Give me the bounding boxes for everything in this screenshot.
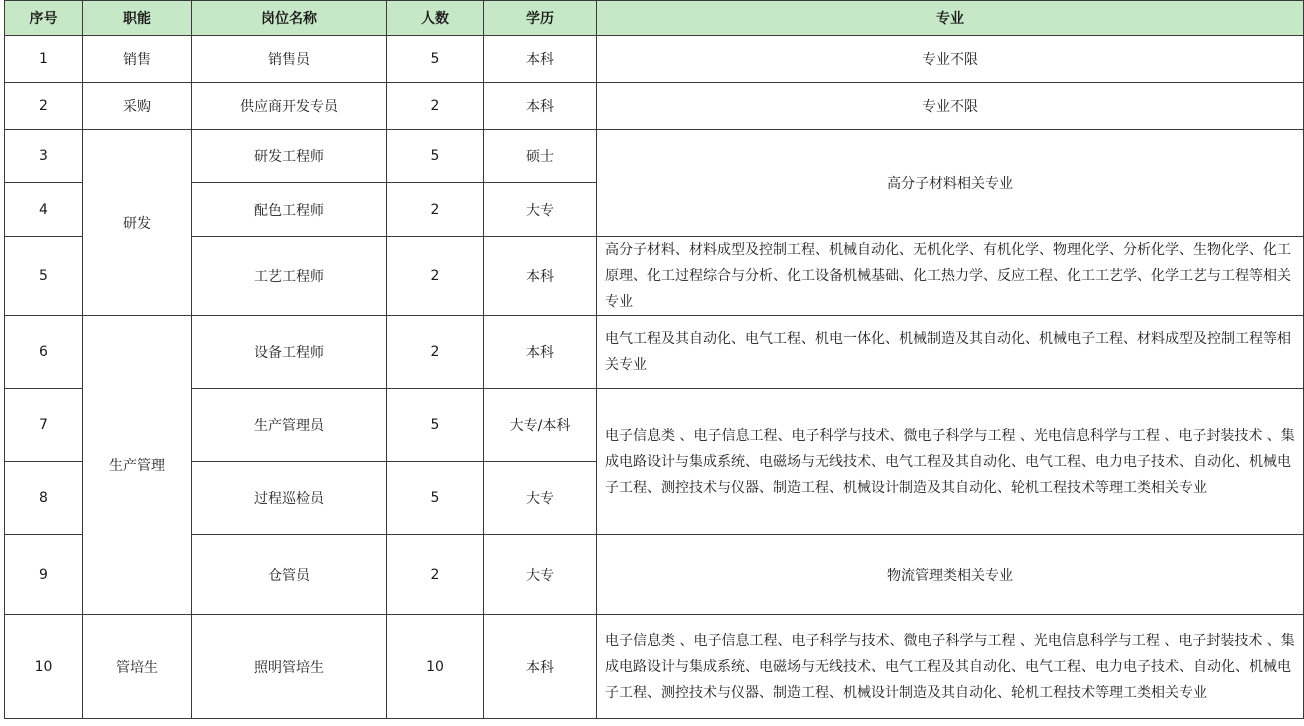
table-row xyxy=(5,535,1304,615)
table-row xyxy=(5,130,1304,183)
cell-count: 2 xyxy=(387,183,484,237)
cell-count: 2 xyxy=(387,237,484,316)
cell-major: 电气工程及其自动化、电气工程、机电一体化、机械制造及其自动化、机械电子工程、材料成型及控制工程等相关专业 xyxy=(597,316,1304,389)
cell-position: 照明管培生 xyxy=(192,615,387,719)
cell-count: 5 xyxy=(387,462,484,535)
header-seq: 序号 xyxy=(5,1,83,36)
cell-seq: 2 xyxy=(5,83,83,130)
cell-function: 销售 xyxy=(83,36,192,83)
cell-major: 高分子材料相关专业 xyxy=(597,130,1304,237)
cell-education: 大专 xyxy=(484,462,597,535)
cell-major: 专业不限 xyxy=(597,83,1304,130)
cell-major: 电子信息类 、电子信息工程、电子科学与技术、微电子科学与工程 、光电信息科学与工程 、电子封装技术 、集成电路设计与集成系统、电磁场与无线技术、电气工程及其自动化、电气工程、电力电子技术、自动化、机械电子工程、测控技术与仪器、制造工程、机械设计制造及其自动化、轮机工程技术等理工类相关专业 xyxy=(597,615,1304,719)
cell-education: 本科 xyxy=(484,237,597,316)
cell-count: 2 xyxy=(387,535,484,615)
cell-education: 本科 xyxy=(484,615,597,719)
header-major: 专业 xyxy=(597,1,1304,36)
cell-education: 大专 xyxy=(484,183,597,237)
cell-count: 2 xyxy=(387,83,484,130)
cell-count: 5 xyxy=(387,130,484,183)
cell-function: 采购 xyxy=(83,83,192,130)
cell-count: 10 xyxy=(387,615,484,719)
cell-position: 销售员 xyxy=(192,36,387,83)
cell-count: 5 xyxy=(387,389,484,462)
cell-seq: 5 xyxy=(5,237,83,316)
cell-position: 供应商开发专员 xyxy=(192,83,387,130)
cell-function: 研发 xyxy=(83,130,192,316)
cell-major: 专业不限 xyxy=(597,36,1304,83)
cell-seq: 4 xyxy=(5,183,83,237)
cell-education: 本科 xyxy=(484,83,597,130)
cell-major: 电子信息类 、电子信息工程、电子科学与技术、微电子科学与工程 、光电信息科学与工程 、电子封装技术 、集成电路设计与集成系统、电磁场与无线技术、电气工程及其自动化、电气工程、电力电子技术、自动化、机械电子工程、测控技术与仪器、制造工程、机械设计制造及其自动化、轮机工程技术等理工类相关专业 xyxy=(597,389,1304,535)
cell-education: 大专/本科 xyxy=(484,389,597,462)
cell-position: 过程巡检员 xyxy=(192,462,387,535)
cell-position: 仓管员 xyxy=(192,535,387,615)
recruitment-table xyxy=(4,0,1304,719)
cell-education: 大专 xyxy=(484,535,597,615)
cell-seq: 9 xyxy=(5,535,83,615)
cell-count: 2 xyxy=(387,316,484,389)
cell-seq: 1 xyxy=(5,36,83,83)
cell-seq: 8 xyxy=(5,462,83,535)
table-row xyxy=(5,316,1304,389)
header-position: 岗位名称 xyxy=(192,1,387,36)
cell-education: 硕士 xyxy=(484,130,597,183)
header-count: 人数 xyxy=(387,1,484,36)
cell-function: 生产管理 xyxy=(83,316,192,615)
table-row xyxy=(5,615,1304,719)
cell-position: 工艺工程师 xyxy=(192,237,387,316)
cell-major: 物流管理类相关专业 xyxy=(597,535,1304,615)
cell-major: 高分子材料、材料成型及控制工程、机械自动化、无机化学、有机化学、物理化学、分析化学、生物化学、化工原理、化工过程综合与分析、化工设备机械基础、化工热力学、反应工程、化工工艺学、化学工艺与工程等相关专业 xyxy=(597,237,1304,316)
cell-function: 管培生 xyxy=(83,615,192,719)
header-row xyxy=(5,1,1304,36)
cell-seq: 10 xyxy=(5,615,83,719)
cell-seq: 7 xyxy=(5,389,83,462)
header-function: 职能 xyxy=(83,1,192,36)
table-row xyxy=(5,237,1304,316)
table-row xyxy=(5,36,1304,83)
cell-position: 设备工程师 xyxy=(192,316,387,389)
header-education: 学历 xyxy=(484,1,597,36)
table-row xyxy=(5,83,1304,130)
cell-seq: 6 xyxy=(5,316,83,389)
cell-position: 配色工程师 xyxy=(192,183,387,237)
cell-education: 本科 xyxy=(484,316,597,389)
cell-education: 本科 xyxy=(484,36,597,83)
cell-position: 研发工程师 xyxy=(192,130,387,183)
table-row xyxy=(5,389,1304,462)
cell-position: 生产管理员 xyxy=(192,389,387,462)
cell-seq: 3 xyxy=(5,130,83,183)
cell-count: 5 xyxy=(387,36,484,83)
